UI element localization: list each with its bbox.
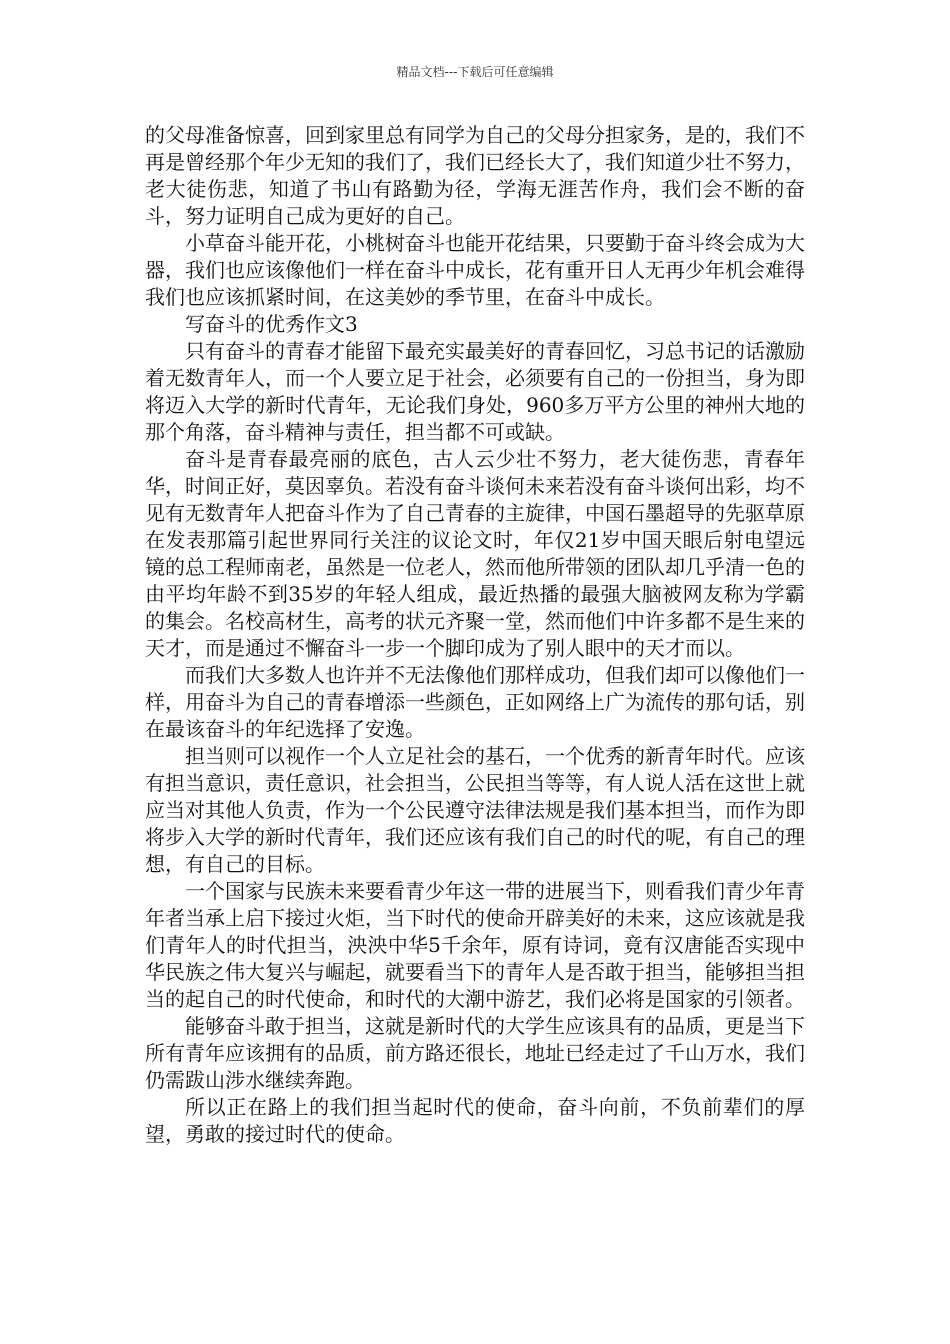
paragraph-8: 能够奋斗敢于担当，这就是新时代的大学生应该具有的品质，更是当下所有青年应该拥有的品质，前方路还很长，地址已经走过了千山万水，我们仍需跋山涉水继续奔跑。 [145,1014,805,1092]
paragraph-5: 而我们大多数人也许并不无法像他们那样成功，但我们却可以像他们一样，用奋斗为自己的青春增添一些颜色，正如网络上广为流传的那句话，别在最该奋斗的年纪选择了安逸。 [145,663,805,741]
essay-heading: 写奋斗的优秀作文3 [185,312,358,336]
paragraph-4: 奋斗是青春最亮丽的底色，古人云少壮不努力，老大徒伤悲，青春年华，时间正好，莫因辜负。若没有奋斗谈何未来若没有奋斗谈何出彩，均不见有无数青年人把奋斗作为了自己青春的主旋律，中国石墨超导的先驱草原在发表那篇引起世界同行关注的议论文时，年仅21岁中国天眼后射电望远镜的总工程师南老，虽然是一位老人，然而他所带领的团队却几乎清一色的由平均年龄不到35岁的年轻人组成，最近热播的最强大脑被网友称为学霸的集会。名校高材生，高考的状元齐聚一堂，然而他们中许多都不是生来的天才，而是通过不懈奋斗一步一个脚印成为了别人眼中的天才而以。 [145,447,805,660]
paragraph-7: 一个国家与民族未来要看青少年这一带的进展当下，则看我们青少年青年者当承上启下接过火炬，当下时代的使命开辟美好的未来，这应该就是我们青年人的时代担当，泱泱中华5千余年，原有诗词，竟有汉唐能否实现中华民族之伟大复兴与崛起，就要看当下的青年人是否敢于担当，能够担当担当的起自己的时代使命，和时代的大潮中游艺，我们必将是国家的引领者。 [145,879,805,1011]
paragraph-6: 担当则可以视作一个人立足社会的基石，一个优秀的新青年时代。应该有担当意识，责任意识，社会担当，公民担当等等，有人说人活在这世上就应当对其他人负责，作为一个公民遵守法律法规是我们基本担当，而作为即将步入大学的新时代青年，我们还应该有我们自己的时代的呢，有自己的理想，有自己的目标。 [145,744,805,876]
paragraph-9: 所以正在路上的我们担当起时代的使命，奋斗向前，不负前辈们的厚望，勇敢的接过时代的使命。 [145,1095,805,1146]
paragraph-2: 小草奋斗能开花，小桃树奋斗也能开花结果，只要勤于奋斗终会成为大器，我们也应该像他们一样在奋斗中成长，花有重开日人无再少年机会难得我们也应该抓紧时间，在这美妙的季节里，在奋斗中成长。 [145,231,805,309]
page-header: 精品文档---下载后可任意编辑 [396,65,554,79]
paragraph-3: 只有奋斗的青春才能留下最充实最美好的青春回忆，习总书记的话激励着无数青年人，而一个人要立足于社会，必须要有自己的一份担当，身为即将迈入大学的新时代青年，无论我们身处，960多万平方公里的神州大地的那个角落，奋斗精神与责任，担当都不可或缺。 [145,339,805,444]
paragraph-1: 的父母准备惊喜，回到家里总有同学为自己的父母分担家务，是的，我们不再是曾经那个年少无知的我们了，我们已经长大了，我们知道少壮不努力，老大徒伤悲，知道了书山有路勤为径，学海无涯苦作舟，我们会不断的奋斗，努力证明自己成为更好的自己。 [145,123,805,228]
document-body [145,122,805,1148]
